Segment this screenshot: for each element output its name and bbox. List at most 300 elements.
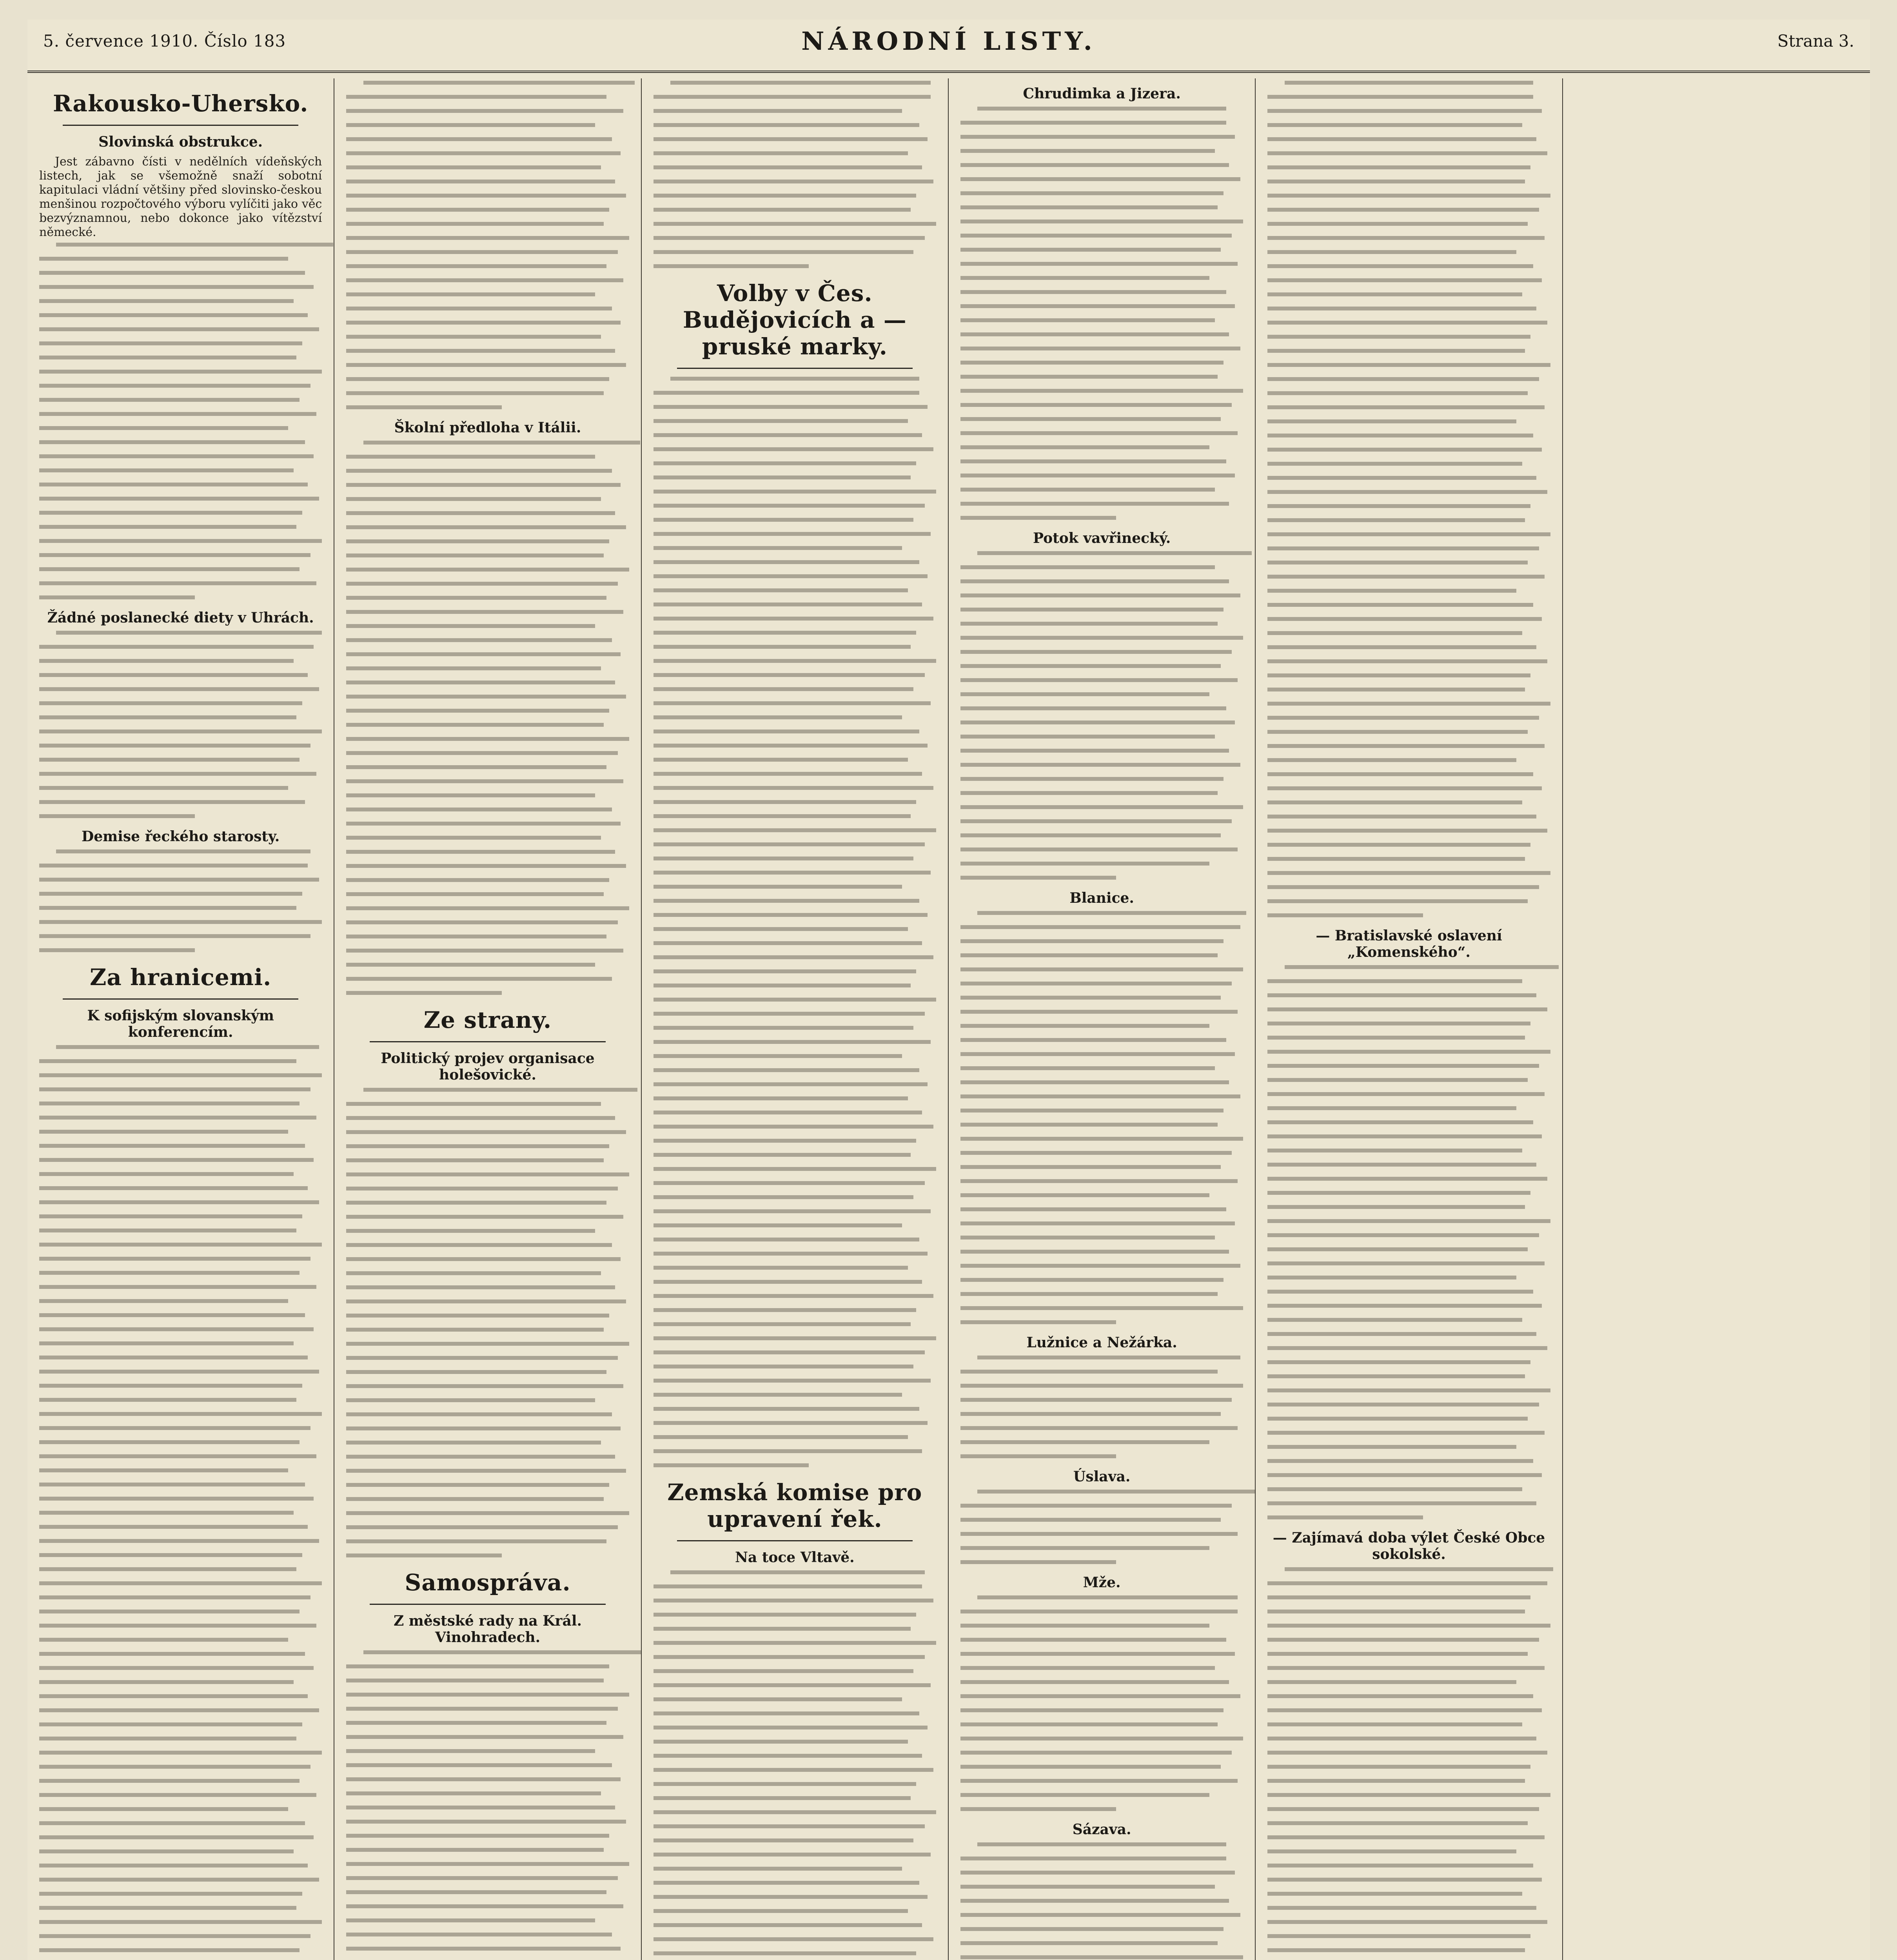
- text-line: [346, 307, 612, 310]
- text-line: [670, 1570, 925, 1574]
- text-line: [1267, 1007, 1547, 1011]
- text-line: [654, 1909, 908, 1913]
- text-line: [960, 833, 1221, 837]
- section-heading: K sofijským slovanským konferencím.: [87, 1007, 274, 1040]
- text-line: [346, 977, 612, 981]
- text-line: [346, 949, 623, 953]
- text-line: [654, 1711, 919, 1715]
- title-rule: [677, 1540, 913, 1541]
- text-line: [39, 1426, 310, 1430]
- text-line: [960, 135, 1235, 139]
- text-line: [1267, 603, 1533, 607]
- text-line: [960, 262, 1238, 266]
- text-line: [960, 234, 1232, 238]
- text-line: [346, 1102, 601, 1106]
- text-line: [346, 1947, 621, 1951]
- text-line: [654, 1153, 911, 1157]
- body-text-block: [1267, 965, 1550, 1519]
- text-line: [39, 1751, 322, 1755]
- text-line: [1267, 1581, 1547, 1585]
- text-line: [960, 1899, 1229, 1903]
- text-line: [960, 474, 1235, 477]
- text-line: [346, 1441, 601, 1445]
- text-line: [346, 1271, 601, 1275]
- text-line: [654, 1655, 925, 1659]
- text-line: [1267, 1219, 1550, 1223]
- text-line: [960, 1680, 1229, 1684]
- section-heading: — Zajímavá doba výlet České Obce sokolské.: [1273, 1530, 1545, 1563]
- body-text-block: [346, 81, 629, 409]
- text-line: [39, 1186, 308, 1190]
- text-line: [1267, 546, 1539, 550]
- text-line: [1267, 1050, 1550, 1054]
- text-line: [654, 1768, 933, 1772]
- text-line: [960, 1207, 1226, 1211]
- text-line: [1267, 589, 1516, 593]
- text-line: [346, 1525, 617, 1529]
- text-line: [346, 349, 615, 353]
- text-line: [1267, 180, 1525, 183]
- text-line: [654, 1782, 917, 1786]
- text-line: [346, 1749, 595, 1753]
- text-line: [39, 313, 308, 317]
- text-line: [346, 208, 609, 212]
- text-line: [39, 1468, 288, 1472]
- text-line: [346, 1356, 617, 1360]
- text-line: [654, 1040, 931, 1044]
- text-line: [1267, 490, 1547, 494]
- text-line: [346, 292, 595, 296]
- text-line: [39, 1892, 302, 1896]
- text-line: [1267, 1878, 1542, 1882]
- text-line: [1267, 1304, 1542, 1308]
- text-line: [1267, 1835, 1545, 1839]
- text-line: [960, 706, 1226, 710]
- text-line: [346, 1314, 609, 1318]
- text-line: [56, 1045, 319, 1049]
- text-line: [654, 1209, 931, 1213]
- text-line: [346, 109, 623, 113]
- text-line: [1267, 871, 1550, 875]
- text-line: [654, 800, 917, 804]
- text-line: [39, 1595, 310, 1599]
- text-line: [346, 652, 621, 656]
- text-line: [1285, 81, 1534, 85]
- text-line: [654, 1054, 902, 1058]
- text-line: [346, 1834, 609, 1838]
- text-line: [346, 836, 601, 840]
- text-line: [654, 913, 928, 917]
- text-line: [1267, 730, 1528, 734]
- text-line: [1267, 1807, 1539, 1811]
- text-line: [654, 659, 936, 663]
- text-line: [654, 1139, 917, 1143]
- text-line: [960, 389, 1243, 393]
- text-line: [346, 1384, 623, 1388]
- newspaper-page: [27, 20, 1870, 1960]
- text-line: [346, 1285, 615, 1289]
- text-line: [1267, 476, 1536, 480]
- text-line: [39, 730, 322, 733]
- text-line: [960, 1123, 1218, 1127]
- text-line: [39, 645, 314, 649]
- text-line: [960, 735, 1215, 739]
- text-line: [654, 250, 914, 254]
- text-line: [1267, 1177, 1547, 1181]
- text-line: [1267, 1892, 1522, 1896]
- body-text-block: [960, 1356, 1243, 1458]
- text-line: [654, 885, 902, 889]
- text-line: [1267, 292, 1522, 296]
- text-line: [39, 1370, 319, 1374]
- text-line: [346, 1820, 626, 1824]
- page-number: Strana 3.: [1777, 31, 1854, 51]
- body-text-block: [654, 377, 936, 1467]
- text-line: [960, 1221, 1235, 1225]
- text-line: [346, 363, 626, 367]
- text-line: [1267, 363, 1550, 367]
- text-line: [960, 1137, 1243, 1141]
- text-line: [346, 1904, 623, 1908]
- text-line: [960, 1179, 1238, 1183]
- text-line: [39, 1313, 305, 1317]
- text-line: [1267, 1849, 1516, 1853]
- text-line: [1285, 965, 1559, 969]
- text-line: [39, 398, 300, 402]
- body-text-block: [39, 1045, 322, 1960]
- text-line: [346, 850, 615, 854]
- text-line: [346, 1257, 621, 1261]
- text-line: [654, 1336, 936, 1340]
- column-6: [1563, 78, 1870, 1960]
- text-line: [960, 361, 1224, 365]
- text-line: [960, 1927, 1224, 1931]
- text-line: [346, 793, 595, 797]
- text-line: [39, 1511, 294, 1515]
- text-line: [39, 1144, 305, 1148]
- text-line: [1267, 1515, 1423, 1519]
- text-line: [654, 1238, 919, 1241]
- text-line: [39, 1356, 308, 1359]
- text-line: [960, 1384, 1243, 1388]
- text-line: [654, 1435, 908, 1439]
- text-line: [654, 998, 936, 1002]
- text-line: [960, 375, 1218, 379]
- text-line: [960, 876, 1116, 880]
- text-line: [1267, 391, 1528, 395]
- text-line: [960, 565, 1215, 569]
- text-line: [346, 1469, 626, 1473]
- text-line: [670, 377, 919, 381]
- text-line: [346, 1763, 612, 1767]
- text-line: [654, 1683, 931, 1687]
- text-line: [39, 1073, 322, 1077]
- text-line: [346, 1370, 606, 1374]
- text-line: [960, 982, 1232, 985]
- text-line: [39, 1483, 305, 1486]
- text-line: [654, 1068, 919, 1072]
- text-line: [960, 862, 1209, 866]
- text-line: [39, 715, 296, 719]
- text-line: [1267, 744, 1545, 748]
- text-line: [654, 617, 933, 621]
- text-line: [1267, 1694, 1533, 1698]
- text-line: [39, 1229, 296, 1232]
- masthead: [27, 20, 1870, 73]
- text-line: [654, 758, 908, 762]
- text-line: [654, 137, 928, 141]
- article-title: Samospráva.: [405, 1569, 571, 1596]
- section-heading: Blanice.: [1069, 890, 1134, 906]
- text-line: [346, 709, 609, 713]
- text-line: [1267, 1036, 1525, 1040]
- text-line: [346, 377, 609, 381]
- text-line: [960, 1440, 1209, 1444]
- text-line: [654, 165, 922, 169]
- text-line: [1267, 264, 1533, 268]
- article-title: Zemská komise pro upravení řek.: [667, 1479, 922, 1532]
- text-line: [960, 678, 1238, 682]
- text-line: [39, 511, 302, 515]
- text-line: [960, 1666, 1215, 1670]
- text-line: [346, 483, 621, 487]
- section-heading: — Bratislavské oslavení „Komenského“.: [1316, 927, 1502, 960]
- text-line: [346, 525, 626, 529]
- text-line: [39, 1849, 294, 1853]
- text-line: [1267, 1290, 1533, 1294]
- text-line: [654, 1111, 922, 1114]
- text-line: [654, 955, 933, 959]
- section-heading: Z městské rady na Král. Vinohradech.: [393, 1613, 582, 1646]
- text-line: [39, 1807, 288, 1811]
- text-line: [346, 568, 629, 572]
- text-line: [39, 1130, 288, 1134]
- text-line: [960, 1532, 1238, 1536]
- body-text-block: [960, 1490, 1243, 1564]
- text-line: [39, 1878, 319, 1882]
- text-line: [960, 1193, 1209, 1197]
- article-title: Za hranicemi.: [89, 964, 272, 991]
- text-line: [960, 749, 1229, 753]
- text-line: [960, 1913, 1240, 1917]
- text-line: [1267, 1134, 1542, 1138]
- text-line: [960, 1751, 1232, 1755]
- text-line: [1267, 1638, 1539, 1642]
- text-line: [1267, 1722, 1522, 1726]
- text-line: [654, 715, 902, 719]
- text-line: [960, 1722, 1218, 1726]
- text-line: [346, 264, 606, 268]
- text-line: [39, 1271, 300, 1275]
- text-line: [654, 574, 928, 578]
- text-line: [1267, 800, 1522, 804]
- text-line: [39, 483, 308, 486]
- text-line: [654, 645, 911, 649]
- text-line: [654, 814, 911, 818]
- text-line: [1267, 1318, 1522, 1322]
- text-line: [654, 730, 919, 733]
- text-line: [39, 1341, 294, 1345]
- text-line: [960, 1370, 1218, 1374]
- text-line: [39, 553, 310, 557]
- text-line: [346, 137, 612, 141]
- text-line: [1285, 1567, 1553, 1571]
- text-line: [39, 1567, 296, 1571]
- body-text-block: [1267, 81, 1550, 917]
- text-line: [346, 1806, 615, 1809]
- text-line: [39, 412, 316, 416]
- text-line: [1267, 222, 1528, 226]
- text-line: [39, 878, 319, 882]
- text-line: [39, 1525, 308, 1529]
- text-line: [1267, 1149, 1522, 1152]
- text-line: [960, 332, 1229, 336]
- text-line: [39, 786, 288, 790]
- text-line: [960, 502, 1229, 506]
- text-line: [39, 1327, 314, 1331]
- text-line: [39, 595, 195, 599]
- text-line: [39, 800, 305, 804]
- text-line: [1267, 1092, 1545, 1096]
- text-line: [960, 777, 1224, 781]
- text-line: [960, 205, 1218, 209]
- text-line: [654, 1838, 914, 1842]
- text-line: [654, 1584, 922, 1588]
- text-line: [346, 1862, 629, 1866]
- text-line: [1267, 1233, 1539, 1237]
- text-line: [346, 1664, 609, 1668]
- text-line: [960, 967, 1243, 971]
- text-line: [1267, 1403, 1539, 1406]
- text-line: [39, 567, 300, 571]
- text-line: [960, 1546, 1209, 1550]
- text-line: [346, 321, 621, 325]
- text-line: [39, 772, 316, 776]
- text-line: [654, 1641, 936, 1645]
- text-line: [346, 878, 609, 882]
- text-line: [39, 1539, 319, 1543]
- text-line: [654, 1923, 922, 1927]
- text-line: [654, 1181, 925, 1185]
- text-line: [363, 81, 635, 85]
- text-line: [346, 1497, 603, 1501]
- text-line: [960, 1024, 1209, 1028]
- text-line: [346, 1455, 615, 1459]
- text-line: [654, 1096, 908, 1100]
- article-paragraph: Jest zábavno čísti v nedělních vídeňských listech, jak se všemožně snaží sobotní kapitulaci vládní většiny před slovinsko-českou menšinou rozpočtového výboru vylíčiti jako věc bezvýznamnou, nebo dokonce jako vítězství německé.: [39, 155, 322, 239]
- text-line: [39, 1906, 296, 1910]
- text-line: [346, 1707, 617, 1711]
- text-line: [654, 588, 908, 592]
- text-line: [39, 1059, 296, 1063]
- text-line: [39, 1737, 296, 1740]
- text-line: [39, 1384, 302, 1388]
- text-line: [346, 822, 621, 826]
- text-line: [363, 1088, 638, 1092]
- text-line: [654, 490, 936, 494]
- text-line: [1267, 1022, 1530, 1025]
- text-line: [654, 1421, 928, 1425]
- text-line: [1267, 1708, 1542, 1712]
- text-line: [960, 1560, 1116, 1564]
- text-line: [346, 278, 623, 282]
- text-line: [39, 257, 288, 261]
- text-line: [960, 1080, 1229, 1084]
- text-line: [960, 939, 1224, 943]
- text-line: [39, 934, 310, 938]
- text-line: [960, 819, 1232, 823]
- text-line: [960, 1066, 1215, 1070]
- text-line: [654, 1407, 919, 1411]
- text-line: [1267, 208, 1539, 212]
- text-line: [654, 603, 922, 606]
- text-line: [39, 341, 302, 345]
- text-line: [960, 417, 1221, 421]
- text-line: [56, 631, 322, 635]
- text-line: [1267, 702, 1550, 706]
- text-line: [654, 1026, 914, 1030]
- text-line: [346, 892, 603, 896]
- text-line: [1267, 377, 1539, 381]
- text-line: [1267, 1793, 1550, 1797]
- text-line: [1267, 165, 1530, 169]
- text-line: [363, 1650, 642, 1654]
- text-line: [960, 1151, 1232, 1155]
- text-line: [1267, 673, 1530, 677]
- text-line: [346, 1299, 626, 1303]
- text-line: [346, 511, 615, 515]
- text-line: [1267, 979, 1522, 983]
- body-text-block: [960, 551, 1243, 880]
- text-line: [39, 384, 310, 388]
- text-line: [654, 433, 922, 437]
- article-title: Ze strany.: [423, 1007, 552, 1033]
- text-line: [960, 1737, 1243, 1740]
- text-line: [960, 650, 1232, 654]
- text-line: [39, 1835, 314, 1839]
- text-line: [977, 911, 1246, 915]
- text-line: [960, 1109, 1224, 1112]
- text-line: [1267, 321, 1547, 325]
- text-line: [960, 1708, 1224, 1712]
- text-line: [960, 191, 1224, 195]
- body-text-block: [346, 441, 629, 995]
- text-line: [39, 920, 322, 924]
- text-line: [1267, 1064, 1539, 1068]
- text-line: [1267, 462, 1522, 466]
- text-line: [346, 1735, 623, 1739]
- text-line: [39, 1581, 322, 1585]
- text-line: [346, 250, 617, 254]
- text-line: [346, 765, 606, 769]
- text-line: [1267, 1680, 1516, 1684]
- text-line: [960, 276, 1209, 280]
- text-line: [960, 593, 1240, 597]
- section-heading: Potok vavřinecký.: [1033, 530, 1171, 546]
- body-text-block: [960, 1595, 1243, 1811]
- text-line: [346, 1777, 621, 1781]
- text-line: [346, 1215, 623, 1219]
- text-line: [654, 1125, 933, 1129]
- text-line: [39, 1948, 300, 1952]
- text-line: [654, 1951, 917, 1955]
- text-line: [960, 248, 1221, 252]
- text-line: [1267, 1163, 1536, 1167]
- text-line: [39, 327, 319, 331]
- text-line: [654, 532, 931, 536]
- title-rule: [677, 368, 913, 369]
- text-line: [977, 1490, 1256, 1494]
